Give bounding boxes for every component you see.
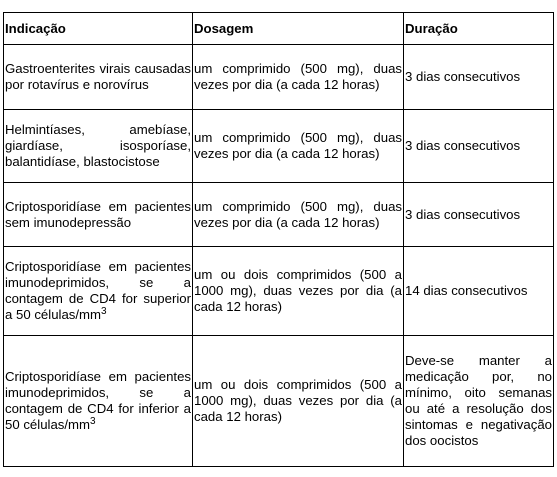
table-row (4, 183, 554, 247)
unit-exponent: 3 (101, 306, 107, 317)
table-row (4, 45, 554, 110)
cell-dosagem: um ou dois comprimidos (500 a 1000 mg), duas vezes por dia (a cada 12 horas) (193, 247, 404, 336)
dosage-table (3, 12, 554, 467)
unit-exponent: 3 (90, 416, 96, 427)
cell-dosagem: um comprimido (500 mg), duas vezes por dia (a cada 12 horas) (193, 45, 404, 110)
table-row (4, 247, 554, 336)
cell-dosagem: um ou dois comprimidos (500 a 1000 mg), duas vezes por dia (a cada 12 horas) (193, 336, 404, 467)
indicacao-text (5, 259, 191, 323)
cell-dosagem: um comprimido (500 mg), duas vezes por dia (a cada 12 horas) (193, 110, 404, 183)
indicacao-text: Criptosporidíase em pacientes sem imunodepressão (5, 198, 191, 230)
indicacao-text: Gastroenterites virais causadas por rotavírus e norovírus (5, 61, 191, 92)
header-dosagem: Dosagem (193, 13, 404, 45)
cell-indicacao (4, 247, 193, 336)
cell-duracao: 14 dias consecutivos (404, 247, 554, 336)
indicacao-main: Criptosporidíase em pacientes imunodeprimidos, se a contagem de CD4 for superior a 50 células/mm (5, 259, 191, 322)
indicacao-main: Criptosporidíase em pacientes imunodeprimidos, se a contagem de CD4 for inferior a 50 células/mm (5, 369, 191, 432)
table-row (4, 336, 554, 467)
cell-duracao: 3 dias consecutivos (404, 110, 554, 183)
cell-duracao: Deve-se manter a medicação por, no mínimo, oito semanas ou até a resolução dos sintomas e negativação dos oocistos (404, 336, 554, 467)
cell-indicacao (4, 45, 193, 110)
header-row (4, 13, 554, 45)
cell-indicacao (4, 110, 193, 183)
indicacao-text: Helmintíases, amebíase, giardíase, isosporíase, balantidíase, blastocistose (5, 122, 191, 169)
cell-duracao: 3 dias consecutivos (404, 45, 554, 110)
cell-dosagem: um comprimido (500 mg), duas vezes por dia (a cada 12 horas) (193, 183, 404, 247)
table-row (4, 110, 554, 183)
header-indicacao: Indicação (4, 13, 193, 45)
header-duracao: Duração (404, 13, 554, 45)
indicacao-text (5, 369, 191, 433)
cell-indicacao (4, 183, 193, 247)
cell-indicacao (4, 336, 193, 467)
cell-duracao: 3 dias consecutivos (404, 183, 554, 247)
